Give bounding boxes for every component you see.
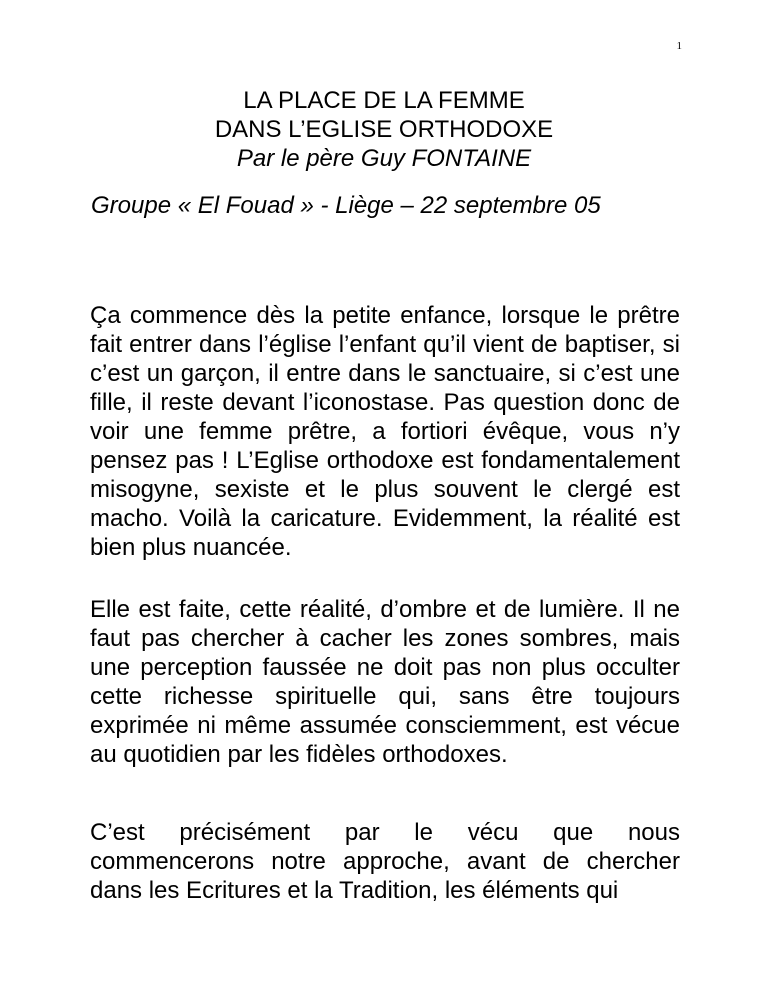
document-title-block (0, 86, 768, 173)
body-paragraph-3-container (90, 818, 680, 905)
document-title-line-1: LA PLACE DE LA FEMME (243, 87, 525, 114)
body-paragraph: Ça commence dès la petite enfance, lorsque le prêtre fait entrer dans l’église l’enfant qu’il vient de baptiser, si c’est un garçon, il entre dans le sanctuaire, si c’est une fille, il reste devant l’iconostase. Pas question donc de voir une femme prêtre, a fortiori évêque, vous n’y pensez pas ! L’Eglise orthodoxe est fondamentalement misogyne, sexiste et le plus souvent le clergé est macho. Voilà la caricature. Evidemment, la réalité est bien plus nuancée. (90, 302, 680, 561)
page-number: 1 (676, 40, 682, 52)
document-title-line-2: DANS L’EGLISE ORTHODOXE (214, 116, 554, 143)
body-paragraph-1-container (90, 301, 680, 562)
body-paragraph: C’est précisément par le vécu que nous commencerons notre approche, avant de chercher dans les Ecritures et la Tradition, les éléments qui (90, 819, 680, 904)
document-subtitle: Groupe « El Fouad » - Liège – 22 septembre 05 (91, 192, 601, 219)
body-paragraph: Elle est faite, cette réalité, d’ombre et de lumière. Il ne faut pas chercher à cacher les zones sombres, mais une perception faussée ne doit pas non plus occulter cette richesse spirituelle qui, sans être toujours exprimée ni même assumée consciemment, est vécue au quotidien par les fidèles orthodoxes. (90, 596, 680, 768)
document-author: Par le père Guy FONTAINE (236, 145, 532, 172)
body-paragraph-2-container (90, 595, 680, 769)
